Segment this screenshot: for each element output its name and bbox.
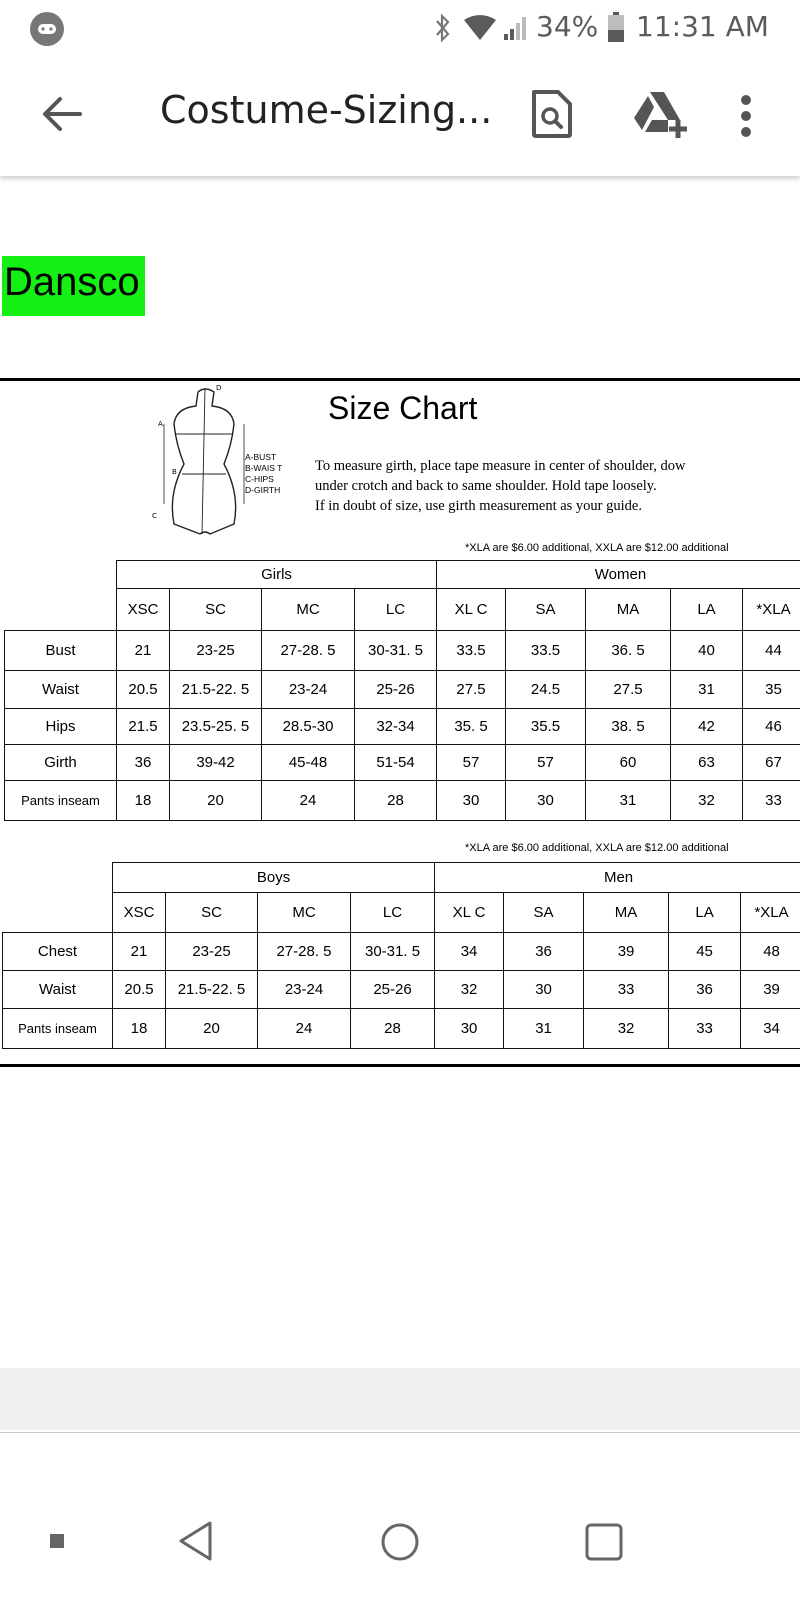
table-cell: 48	[741, 933, 800, 971]
size-column-header: XSC	[117, 589, 170, 631]
table-cell: 31	[671, 671, 743, 709]
table-cell: 28.5-30	[262, 709, 355, 745]
table-cell: 21	[117, 631, 170, 671]
table-cell: 34	[435, 933, 504, 971]
table-row	[5, 709, 800, 745]
table-cell: 39-42	[170, 745, 262, 781]
size-column-header: SC	[170, 589, 262, 631]
table-cell: 38. 5	[586, 709, 671, 745]
brand-name: Dansco	[4, 260, 140, 304]
table-cell: 35	[743, 671, 800, 709]
table-row	[3, 933, 800, 971]
price-note: *XLA are $6.00 additional, XXLA are $12.00 additional	[465, 542, 729, 554]
battery-percent: 34%	[536, 10, 599, 43]
group-header-women: Women	[437, 561, 800, 589]
table-cell: 57	[437, 745, 506, 781]
table-cell: 30-31. 5	[351, 933, 435, 971]
table-cell: 51-54	[355, 745, 437, 781]
table-cell: 27-28. 5	[262, 631, 355, 671]
table-cell: 33.5	[437, 631, 506, 671]
table-cell: 23-24	[262, 671, 355, 709]
table-row	[5, 631, 800, 671]
table-cell: 27.5	[437, 671, 506, 709]
table-cell: 42	[671, 709, 743, 745]
arrow-left-icon[interactable]	[40, 92, 84, 136]
legend-line: C-HIPS	[245, 474, 274, 484]
instruction-line: To measure girth, place tape measure in center of shoulder, dow	[315, 458, 686, 474]
document-title: Costume-Sizing...	[160, 88, 493, 132]
table-cell: 27.5	[586, 671, 671, 709]
table-cell: 34	[741, 1009, 800, 1049]
table-cell: 18	[113, 1009, 166, 1049]
table-cell: 25-26	[355, 671, 437, 709]
row-label-girth: Girth	[5, 745, 117, 781]
body-measurement-figure	[150, 384, 260, 560]
game-controller-icon	[30, 12, 64, 46]
table-cell: 24	[258, 1009, 351, 1049]
status-bar	[0, 0, 800, 56]
table-cell: 45	[669, 933, 741, 971]
legend-line: B-WAIS T	[245, 463, 283, 473]
size-column-header: SA	[506, 589, 586, 631]
table-cell: 40	[671, 631, 743, 671]
figure-letter-d: D	[216, 384, 222, 392]
price-note: *XLA are $6.00 additional, XXLA are $12.00 additional	[465, 842, 729, 854]
table-cell: 35. 5	[437, 709, 506, 745]
size-column-header: LC	[355, 589, 437, 631]
size-column-header: LA	[671, 589, 743, 631]
size-column-header: MC	[262, 589, 355, 631]
table-row	[5, 745, 800, 781]
size-column-header: MA	[584, 893, 669, 933]
table-cell: 30	[506, 781, 586, 821]
table-cell: 21.5	[117, 709, 170, 745]
size-column-header: MC	[258, 893, 351, 933]
figure-letter-a: A	[158, 420, 163, 428]
group-header-men: Men	[435, 863, 800, 893]
table-cell: 28	[355, 781, 437, 821]
table-cell: 33	[743, 781, 800, 821]
row-label-waist: Waist	[5, 671, 117, 709]
size-chart-title: Size Chart	[328, 390, 478, 426]
table-cell: 32	[584, 1009, 669, 1049]
size-column-header: *XLA	[743, 589, 800, 631]
table-cell: 45-48	[262, 745, 355, 781]
table-cell: 20	[166, 1009, 258, 1049]
table-cell: 39	[741, 971, 800, 1009]
size-column-header: MA	[586, 589, 671, 631]
table-cell: 31	[586, 781, 671, 821]
table-cell: 33	[584, 971, 669, 1009]
group-header-boys: Boys	[113, 863, 435, 893]
table-cell: 30	[437, 781, 506, 821]
table-cell: 67	[743, 745, 800, 781]
table-cell: 30	[504, 971, 584, 1009]
table-cell: 33.5	[506, 631, 586, 671]
legend-line: A-BUST	[245, 452, 277, 462]
table-row	[3, 1009, 800, 1049]
nav-overview-icon[interactable]	[584, 1522, 624, 1562]
cell-signal-icon	[502, 14, 530, 42]
size-column-header: XL C	[437, 589, 506, 631]
bluetooth-icon	[432, 14, 454, 42]
size-column-header: SA	[504, 893, 584, 933]
figure-letter-b: B	[172, 468, 177, 476]
table-cell: 60	[586, 745, 671, 781]
table-cell: 32	[671, 781, 743, 821]
row-label-pants-inseam: Pants inseam	[3, 1009, 113, 1049]
nav-divider	[0, 1432, 800, 1433]
nav-back-icon[interactable]	[176, 1520, 216, 1562]
size-column-header: LC	[351, 893, 435, 933]
girls-women-size-table	[4, 560, 800, 821]
table-cell: 20.5	[113, 971, 166, 1009]
table-cell: 23-24	[258, 971, 351, 1009]
recent-apps-square-icon[interactable]	[50, 1534, 64, 1548]
row-label-hips: Hips	[5, 709, 117, 745]
legend-line: D-GIRTH	[245, 485, 281, 495]
table-cell: 28	[351, 1009, 435, 1049]
instruction-line: under crotch and back to same shoulder. Hold tape loosely.	[315, 478, 657, 494]
table-row	[5, 781, 800, 821]
top-rule	[0, 378, 800, 381]
nav-home-icon[interactable]	[380, 1522, 420, 1562]
boys-men-size-table	[2, 862, 800, 1049]
table-cell: 24	[262, 781, 355, 821]
table-cell: 39	[584, 933, 669, 971]
row-label-waist: Waist	[3, 971, 113, 1009]
table-row	[3, 971, 800, 1009]
table-cell: 44	[743, 631, 800, 671]
table-cell: 25-26	[351, 971, 435, 1009]
size-column-header: XSC	[113, 893, 166, 933]
app-bar	[0, 56, 800, 176]
table-cell: 36. 5	[586, 631, 671, 671]
size-column-header: LA	[669, 893, 741, 933]
table-cell: 27-28. 5	[258, 933, 351, 971]
table-cell: 63	[671, 745, 743, 781]
more-vert-icon[interactable]	[740, 94, 752, 138]
size-column-header: SC	[166, 893, 258, 933]
table-cell: 20.5	[117, 671, 170, 709]
size-column-header: XL C	[435, 893, 504, 933]
table-cell: 21	[113, 933, 166, 971]
table-cell: 21.5-22. 5	[166, 971, 258, 1009]
bottom-rule	[0, 1064, 800, 1067]
table-cell: 32-34	[355, 709, 437, 745]
table-cell: 21.5-22. 5	[170, 671, 262, 709]
group-header-girls: Girls	[117, 561, 437, 589]
table-cell: 33	[669, 1009, 741, 1049]
table-cell: 23.5-25. 5	[170, 709, 262, 745]
table-cell: 31	[504, 1009, 584, 1049]
battery-icon	[608, 12, 624, 42]
table-cell: 36	[504, 933, 584, 971]
figure-letter-c: C	[152, 512, 157, 520]
table-cell: 24.5	[506, 671, 586, 709]
table-cell: 23-25	[166, 933, 258, 971]
table-cell: 36	[669, 971, 741, 1009]
table-cell: 46	[743, 709, 800, 745]
instruction-line: If in doubt of size, use girth measurement as your guide.	[315, 498, 642, 514]
page-footer-strip	[0, 1368, 800, 1430]
table-cell: 36	[117, 745, 170, 781]
row-label-pants-inseam: Pants inseam	[5, 781, 117, 821]
add-to-drive-icon[interactable]	[632, 90, 688, 138]
table-cell: 30-31. 5	[355, 631, 437, 671]
table-row	[5, 671, 800, 709]
size-column-header: *XLA	[741, 893, 800, 933]
table-cell: 23-25	[170, 631, 262, 671]
table-cell: 32	[435, 971, 504, 1009]
wifi-icon	[464, 14, 496, 40]
row-label-chest: Chest	[3, 933, 113, 971]
table-cell: 30	[435, 1009, 504, 1049]
clock: 11:31 AM	[636, 10, 769, 43]
table-cell: 18	[117, 781, 170, 821]
table-cell: 57	[506, 745, 586, 781]
table-cell: 20	[170, 781, 262, 821]
find-in-document-icon[interactable]	[530, 88, 574, 140]
table-cell: 35.5	[506, 709, 586, 745]
row-label-bust: Bust	[5, 631, 117, 671]
